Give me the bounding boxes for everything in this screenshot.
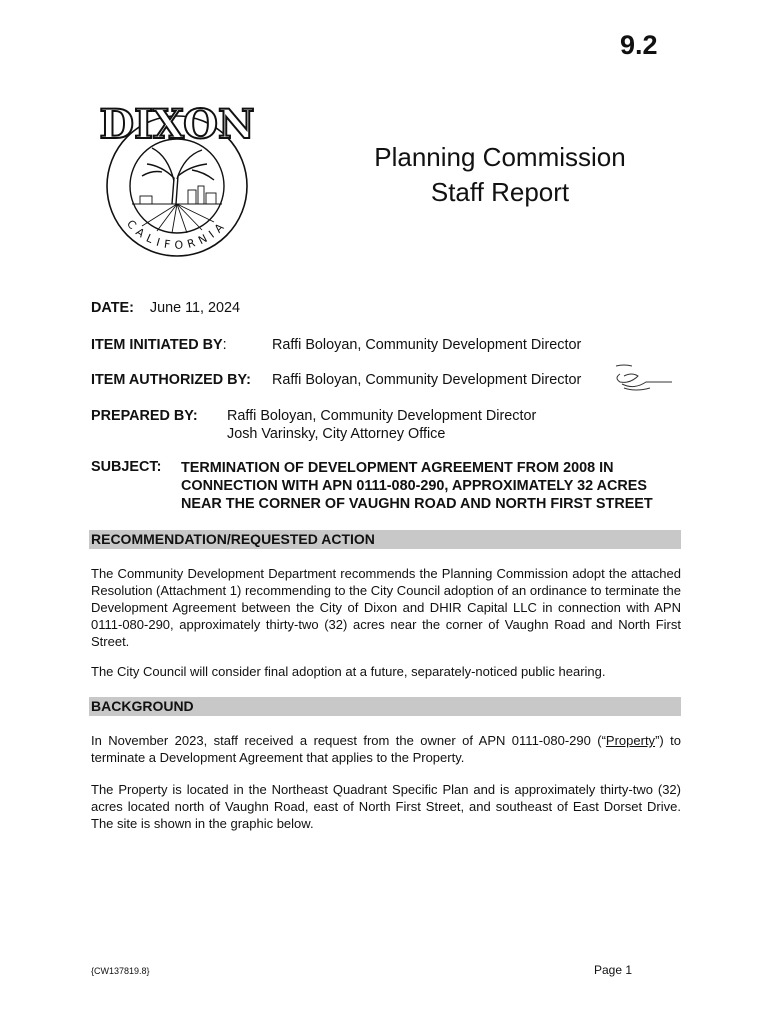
prepared-value-1: Raffi Boloyan, Community Development Director (227, 408, 537, 424)
background-paragraph-1 (91, 732, 681, 766)
date-label: DATE: (91, 300, 134, 316)
recommendation-paragraph-1: The Community Development Department recommends the Planning Commission adopt the attached Resolution (Attachment 1) recommending to the City Council adoption of an ordinance to terminate the Development Agreement between the City of Dixon and DHIR Capital LLC in connection with APN 0111-080-290, approximately thirty-two (32) acres near the corner of Vaughn Road and North First Street. (91, 566, 681, 649)
prepared-value-2: Josh Varinsky, City Attorney Office (227, 426, 446, 442)
logo-state-text: CALIFORNIA (124, 217, 230, 253)
logo-wordmark: DIXON (99, 101, 255, 148)
initiated-label: ITEM INITIATED BY (91, 337, 223, 353)
background-paragraph-2: The Property is located in the Northeast Quadrant Specific Plan and is approximately thirty-two (32) acres located north of Vaughn Road, east of North First Street, and southeast of East Dorset Drive. The site is shown in the graphic below. (91, 782, 681, 831)
authorized-label-text: ITEM AUTHORIZED BY: (91, 372, 251, 388)
prepared-label-text: PREPARED BY: (91, 408, 198, 424)
authorized-label (91, 371, 251, 389)
subject-label: SUBJECT: (91, 459, 162, 475)
date-row (91, 299, 240, 317)
authorized-value: Raffi Boloyan, Community Development Director (272, 372, 582, 388)
prepared-label (91, 407, 198, 425)
subject-line1: TERMINATION OF DEVELOPMENT AGREEMENT FROM 2008 IN (181, 460, 614, 476)
date-value: June 11, 2024 (149, 300, 241, 316)
background-para1-after: ”) to terminate a Development Agreement that applies to the Property. (91, 733, 681, 765)
document-id: {CW137819.8} (91, 966, 150, 976)
agenda-item-number: 9.2 (620, 30, 658, 60)
director-signature (610, 362, 674, 394)
subject-line3: NEAR THE CORNER OF VAUGHN ROAD AND NORTH FIRST STREET (181, 496, 653, 512)
background-para1-before: In November 2023, staff received a request from the owner of APN 0111-080-290 (“ (91, 733, 606, 748)
report-title (340, 140, 660, 210)
subject-line2: CONNECTION WITH APN 0111-080-290, APPROXIMATELY 32 ACRES (181, 478, 647, 494)
subject-text (181, 459, 681, 513)
property-defined-term: Property (605, 733, 656, 748)
initiated-row (91, 336, 227, 354)
background-heading: BACKGROUND (89, 697, 681, 716)
recommendation-heading: RECOMMENDATION/REQUESTED ACTION (89, 530, 681, 549)
recommendation-paragraph-2: The City Council will consider final adoption at a future, separately-noticed public hearing. (91, 664, 606, 679)
page-number: Page 1 (594, 963, 633, 977)
report-title-line1: Planning Commission (374, 142, 626, 172)
report-title-line2: Staff Report (430, 177, 570, 207)
dixon-city-logo (92, 86, 262, 271)
initiated-value: Raffi Boloyan, Community Development Director (272, 337, 582, 353)
initiated-colon: : (222, 337, 227, 353)
